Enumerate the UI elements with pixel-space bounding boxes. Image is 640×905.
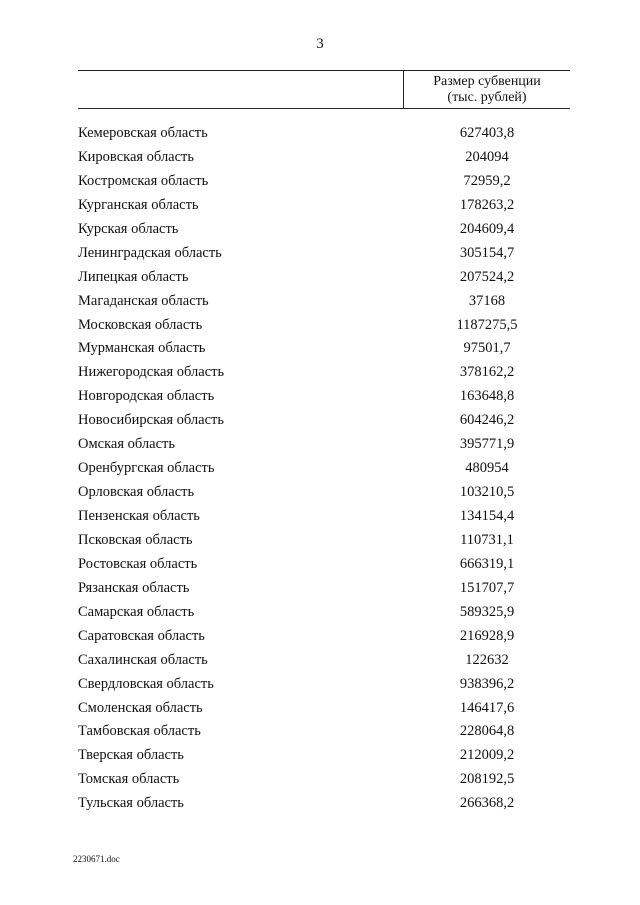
subvention-amount: 266368,2 xyxy=(459,795,515,812)
table-row xyxy=(78,433,570,457)
subvention-amount: 103210,5 xyxy=(459,484,515,501)
amount-header-line2: (тыс. рублей) xyxy=(447,90,527,105)
subvention-amount: 480954 xyxy=(465,460,509,477)
region-name: Самарская область xyxy=(78,603,195,620)
region-name: Свердловская область xyxy=(78,675,214,692)
document-filename: 2230671.doc xyxy=(73,854,120,864)
region-name: Рязанская область xyxy=(78,579,190,596)
table-row xyxy=(78,290,570,314)
subvention-amount: 204609,4 xyxy=(459,220,515,237)
region-name: Пензенская область xyxy=(78,508,200,524)
subvention-amount: 212009,2 xyxy=(459,747,515,764)
table-row xyxy=(78,577,570,601)
region-name: Курганская область xyxy=(78,196,199,213)
region-name: Магаданская область xyxy=(78,292,209,309)
region-name: Оренбургская область xyxy=(78,460,215,477)
page-number: 3 xyxy=(316,36,324,52)
table-row xyxy=(78,792,570,816)
table-row xyxy=(78,361,570,385)
subvention-amount: 151707,7 xyxy=(459,579,515,596)
region-name: Омская область xyxy=(78,436,175,453)
amount-column-header xyxy=(404,74,570,106)
subvention-amount: 122632 xyxy=(465,651,509,668)
subvention-amount: 216928,9 xyxy=(459,627,515,644)
region-name: Сахалинская область xyxy=(78,651,208,668)
table-header xyxy=(78,70,570,109)
subvention-amount: 228064,8 xyxy=(459,723,515,740)
subvention-amount: 97501,7 xyxy=(463,340,511,357)
region-name: Нижегородская область xyxy=(78,364,225,381)
table-row xyxy=(78,744,570,768)
region-name: Ростовская область xyxy=(78,555,198,572)
region-name: Мурманская область xyxy=(78,340,206,357)
region-name: Псковская область xyxy=(78,531,193,548)
table-row xyxy=(78,720,570,744)
subvention-amount: 305154,7 xyxy=(459,244,515,261)
region-name: Ленинградская область xyxy=(78,244,222,261)
table-row xyxy=(78,529,570,553)
table-row xyxy=(78,266,570,290)
subvention-amount: 589325,9 xyxy=(459,603,515,620)
table-row xyxy=(78,601,570,625)
subvention-amount: 627403,8 xyxy=(459,125,515,141)
subvention-amount: 37168 xyxy=(468,292,506,309)
region-name: Смоленская область xyxy=(78,699,203,716)
table-body xyxy=(78,122,570,816)
region-name: Липецкая область xyxy=(78,268,189,285)
region-name: Курская область xyxy=(78,220,179,237)
subvention-amount: 208192,5 xyxy=(459,771,515,788)
subvention-amount: 666319,1 xyxy=(459,555,515,572)
subvention-amount: 938396,2 xyxy=(459,675,515,692)
subvention-amount: 178263,2 xyxy=(459,196,515,213)
subvention-amount: 146417,6 xyxy=(459,699,515,716)
table-row xyxy=(78,337,570,361)
region-name: Тульская область xyxy=(78,795,184,812)
subvention-amount: 163648,8 xyxy=(459,388,515,405)
table-row xyxy=(78,673,570,697)
subvention-amount: 134154,4 xyxy=(459,508,515,524)
table-row xyxy=(78,122,570,146)
region-name: Орловская область xyxy=(78,484,195,501)
subvention-amount: 395771,9 xyxy=(459,436,515,453)
table-row xyxy=(78,146,570,170)
table-row xyxy=(78,697,570,721)
subvention-amount: 378162,2 xyxy=(459,364,515,381)
region-name: Кемеровская область xyxy=(78,125,208,141)
region-name: Тамбовская область xyxy=(78,723,201,740)
table-row xyxy=(78,170,570,194)
subvention-amount: 1187275,5 xyxy=(456,316,518,333)
table-row xyxy=(78,457,570,481)
table-row xyxy=(78,553,570,577)
table-row xyxy=(78,385,570,409)
amount-header-line1: Размер субвенции xyxy=(433,74,541,89)
table-row xyxy=(78,481,570,505)
region-name: Новгородская область xyxy=(78,388,215,405)
table-row xyxy=(78,625,570,649)
subvention-amount: 204094 xyxy=(465,148,509,165)
table-row xyxy=(78,218,570,242)
subvention-amount: 207524,2 xyxy=(459,268,515,285)
region-name: Томская область xyxy=(78,771,180,788)
region-name: Тверская область xyxy=(78,747,184,764)
region-name: Костромская область xyxy=(78,172,209,189)
table-row xyxy=(78,409,570,433)
table-row xyxy=(78,314,570,338)
table-row xyxy=(78,242,570,266)
subvention-amount: 72959,2 xyxy=(463,172,511,189)
region-name: Саратовская область xyxy=(78,627,205,644)
region-name: Кировская область xyxy=(78,148,195,165)
table-row xyxy=(78,768,570,792)
table-row xyxy=(78,194,570,218)
region-name: Новосибирская область xyxy=(78,412,224,429)
subvention-amount: 110731,1 xyxy=(460,531,514,548)
subvention-amount: 604246,2 xyxy=(459,412,515,429)
table-row xyxy=(78,649,570,673)
table-row xyxy=(78,505,570,529)
region-name: Московская область xyxy=(78,316,203,333)
